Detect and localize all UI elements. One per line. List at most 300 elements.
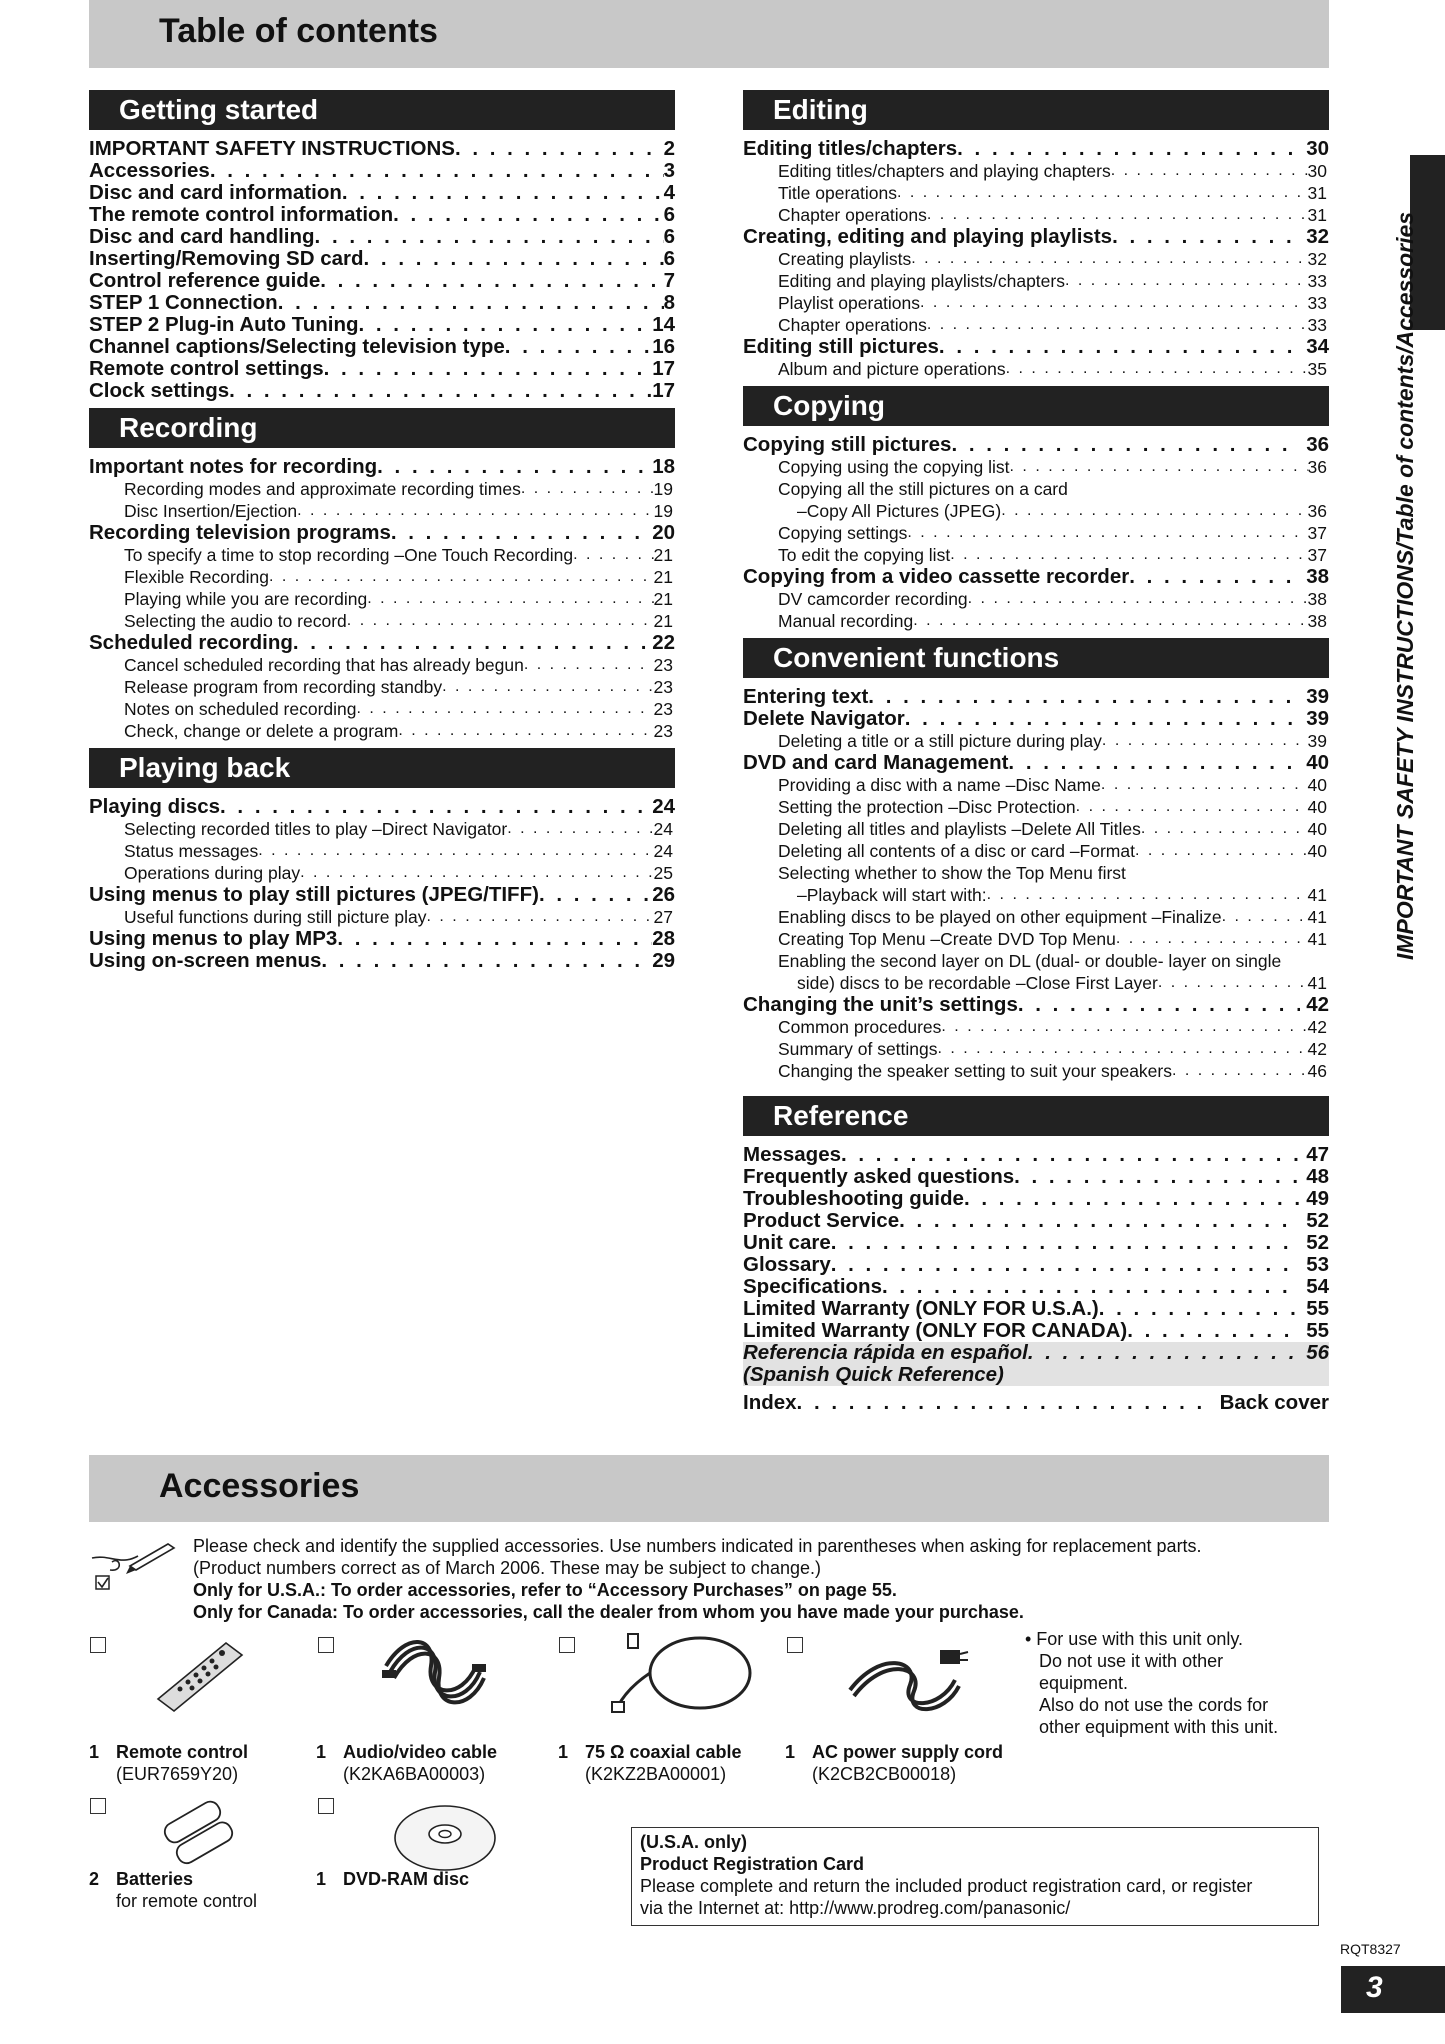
dot-leader bbox=[951, 434, 1300, 456]
entry-page: 35 bbox=[1307, 359, 1327, 379]
toc-entry[interactable] bbox=[89, 336, 675, 358]
toc-subentry[interactable] bbox=[743, 796, 1329, 818]
dot-leader bbox=[367, 588, 653, 610]
entry-page: 21 bbox=[653, 611, 673, 631]
toc-entry[interactable] bbox=[89, 928, 675, 950]
entry-page: 37 bbox=[1307, 545, 1327, 565]
toc-subentry[interactable] bbox=[89, 500, 675, 522]
entry-page: 20 bbox=[652, 521, 675, 544]
toc-entry[interactable] bbox=[89, 270, 675, 292]
spanish-subtitle: (Spanish Quick Reference) bbox=[743, 1363, 1004, 1386]
dot-leader bbox=[1008, 752, 1300, 774]
accessory-code: (EUR7659Y20) bbox=[116, 1764, 239, 1784]
toc-entry[interactable] bbox=[89, 248, 675, 270]
getting-started-list bbox=[89, 138, 675, 402]
entry-title: Disc and card information bbox=[89, 181, 342, 204]
toc-entry[interactable] bbox=[743, 1320, 1329, 1342]
toc-entry[interactable] bbox=[743, 994, 1329, 1016]
section-convenient-functions: Convenient functions bbox=[743, 638, 1329, 678]
entry-page: 19 bbox=[653, 479, 673, 499]
entry-page: 36 bbox=[1307, 501, 1327, 521]
toc-entry[interactable] bbox=[89, 884, 675, 906]
entry-title: Frequently asked questions bbox=[743, 1165, 1015, 1188]
batteries-checkbox[interactable] bbox=[90, 1798, 106, 1814]
entry-page: 24 bbox=[652, 795, 675, 818]
dot-leader bbox=[1111, 160, 1308, 182]
entry-title: Changing the unit’s settings bbox=[743, 993, 1018, 1016]
entry-page: 40 bbox=[1307, 819, 1327, 839]
entry-title: Creating Top Menu –Create DVD Top Menu bbox=[778, 929, 1116, 949]
entry-page: 6 bbox=[663, 203, 675, 226]
accessory-name: 75 Ω coaxial cable bbox=[585, 1742, 742, 1762]
dot-leader bbox=[968, 588, 1308, 610]
entry-page: 4 bbox=[663, 181, 675, 204]
entry-page: 40 bbox=[1307, 775, 1327, 795]
toc-entry[interactable] bbox=[89, 314, 675, 336]
toc-subentry[interactable] bbox=[743, 270, 1329, 292]
entry-page: 36 bbox=[1307, 457, 1327, 477]
dot-leader bbox=[913, 610, 1307, 632]
entry-title: Copying still pictures bbox=[743, 433, 952, 456]
convenient-list bbox=[743, 686, 1329, 1082]
toc-entry[interactable] bbox=[89, 380, 675, 402]
dvd-disc-icon bbox=[390, 1800, 500, 1875]
reference-list bbox=[743, 1144, 1329, 1342]
section-reference: Reference bbox=[743, 1096, 1329, 1136]
dot-leader bbox=[939, 336, 1300, 358]
section-copying: Copying bbox=[743, 386, 1329, 426]
toc-subentry[interactable] bbox=[743, 884, 1329, 906]
pen-checklist-icon bbox=[90, 1536, 180, 1592]
spanish-reference[interactable] bbox=[743, 1342, 1329, 1386]
entry-page: 37 bbox=[1307, 523, 1327, 543]
entry-page: 29 bbox=[652, 949, 675, 972]
toc-subentry[interactable] bbox=[743, 730, 1329, 752]
dot-leader bbox=[300, 862, 653, 884]
registration-region: (U.S.A. only) bbox=[640, 1832, 747, 1852]
entry-page: 18 bbox=[652, 455, 675, 478]
entry-page: 14 bbox=[652, 313, 675, 336]
copying-list bbox=[743, 434, 1329, 632]
entry-page: 40 bbox=[1306, 751, 1329, 774]
entry-page: 52 bbox=[1306, 1231, 1329, 1254]
registration-title: Product Registration Card bbox=[640, 1854, 865, 1874]
dot-leader bbox=[539, 884, 652, 906]
entry-title: Copying all the still pictures on a card bbox=[778, 479, 1068, 499]
toc-entry[interactable] bbox=[89, 522, 675, 544]
entry-title: Playing discs bbox=[89, 795, 221, 818]
entry-title: Using on-screen menus bbox=[89, 949, 322, 972]
toc-subentry[interactable] bbox=[743, 292, 1329, 314]
entry-title: Accessories bbox=[89, 159, 210, 182]
entry-title: Status messages bbox=[124, 841, 259, 861]
dot-leader bbox=[1099, 1298, 1300, 1320]
toc-subentry[interactable] bbox=[743, 456, 1329, 478]
section-editing: Editing bbox=[743, 90, 1329, 130]
entry-page: 39 bbox=[1306, 707, 1329, 730]
entry-page: 40 bbox=[1307, 841, 1327, 861]
toc-subentry[interactable] bbox=[89, 610, 675, 632]
entry-page: 30 bbox=[1307, 161, 1327, 181]
entry-title: Editing titles/chapters and playing chapters bbox=[778, 161, 1111, 181]
entry-title: –Playback will start with: bbox=[797, 885, 987, 905]
cord-usage-note bbox=[1025, 1628, 1278, 1738]
entry-title: Deleting a title or a still picture during play bbox=[778, 731, 1102, 751]
toc-entry[interactable] bbox=[89, 796, 675, 818]
entry-title: Common procedures bbox=[778, 1017, 942, 1037]
dot-leader bbox=[907, 522, 1307, 544]
toc-subentry[interactable] bbox=[89, 906, 675, 928]
dot-leader bbox=[1065, 270, 1308, 292]
entry-title: Limited Warranty (ONLY FOR U.S.A.) bbox=[743, 1297, 1099, 1320]
index-entry[interactable] bbox=[743, 1392, 1329, 1414]
section-recording: Recording bbox=[89, 408, 675, 448]
note-line: Also do not use the cords for bbox=[1039, 1695, 1269, 1715]
entry-title: Useful functions during still picture play bbox=[124, 907, 427, 927]
entry-page: 6 bbox=[663, 247, 675, 270]
dot-leader bbox=[347, 610, 654, 632]
entry-page: 6 bbox=[663, 225, 675, 248]
toc-entry[interactable] bbox=[89, 160, 675, 182]
accessory-name: AC power supply cord bbox=[812, 1742, 1004, 1762]
toc-entry[interactable] bbox=[743, 1298, 1329, 1320]
toc-subentry[interactable] bbox=[743, 544, 1329, 566]
entry-title: Disc and card handling bbox=[89, 225, 315, 248]
dot-leader bbox=[210, 160, 664, 182]
toc-subentry[interactable] bbox=[89, 544, 675, 566]
toc-subentry[interactable] bbox=[743, 818, 1329, 840]
dot-leader bbox=[364, 248, 664, 270]
entry-title: Editing titles/chapters bbox=[743, 137, 958, 160]
toc-subentry[interactable] bbox=[89, 840, 675, 862]
toc-subentry[interactable] bbox=[743, 358, 1329, 380]
dot-leader bbox=[920, 292, 1308, 314]
toc-entry[interactable] bbox=[743, 1188, 1329, 1210]
entry-page: 34 bbox=[1306, 335, 1329, 358]
spanish-page: 56 bbox=[1306, 1341, 1329, 1364]
model-code: RQT8327 bbox=[1340, 1941, 1401, 1957]
entry-title: Summary of settings bbox=[778, 1039, 938, 1059]
entry-page: 31 bbox=[1307, 205, 1327, 225]
dot-leader bbox=[293, 632, 652, 654]
entry-page: 16 bbox=[652, 335, 675, 358]
entry-page: 33 bbox=[1307, 271, 1327, 291]
toc-subentry[interactable] bbox=[89, 588, 675, 610]
dot-leader bbox=[427, 906, 654, 928]
dot-leader bbox=[1222, 906, 1308, 928]
entry-page: 49 bbox=[1306, 1187, 1329, 1210]
entry-title: Unit care bbox=[743, 1231, 831, 1254]
accessories-title: Accessories bbox=[159, 1467, 360, 1505]
toc-entry[interactable] bbox=[89, 950, 675, 972]
entry-title: Product Service bbox=[743, 1209, 900, 1232]
toc-entry[interactable] bbox=[89, 182, 675, 204]
registration-text: Please complete and return the included product registration card, or register bbox=[640, 1876, 1253, 1896]
entry-page: 36 bbox=[1306, 433, 1329, 456]
toc-entry[interactable] bbox=[743, 1232, 1329, 1254]
accessories-usa-note: Only for U.S.A.: To order accessories, refer to “Accessory Purchases” on page 55. bbox=[193, 1580, 897, 1600]
dot-leader bbox=[524, 654, 654, 676]
ac-cord-checkbox[interactable] bbox=[787, 1637, 803, 1653]
toc-entry[interactable] bbox=[743, 226, 1329, 248]
dot-leader bbox=[1141, 818, 1308, 840]
toc-subentry[interactable] bbox=[89, 654, 675, 676]
toc-subentry[interactable] bbox=[743, 588, 1329, 610]
entry-page: 52 bbox=[1306, 1209, 1329, 1232]
toc-subentry[interactable] bbox=[743, 204, 1329, 226]
accessory-name: DVD-RAM disc bbox=[343, 1869, 470, 1889]
remote-control-checkbox[interactable] bbox=[90, 1637, 106, 1653]
entry-title: Operations during play bbox=[124, 863, 301, 883]
entry-title: Scheduled recording bbox=[89, 631, 293, 654]
dot-leader bbox=[911, 248, 1307, 270]
entry-title: Cancel scheduled recording that has already begun bbox=[124, 655, 524, 675]
dot-leader bbox=[950, 544, 1307, 566]
dot-leader bbox=[359, 314, 653, 336]
toc-entry[interactable] bbox=[743, 752, 1329, 774]
entry-page: 3 bbox=[663, 159, 675, 182]
entry-page: 38 bbox=[1306, 565, 1329, 588]
dot-leader bbox=[337, 928, 652, 950]
entry-page: 30 bbox=[1306, 137, 1329, 160]
accessory-code: (K2CB2CB00018) bbox=[812, 1764, 957, 1784]
toc-subentry[interactable] bbox=[743, 774, 1329, 796]
dot-leader bbox=[1001, 500, 1307, 522]
toc-subentry[interactable] bbox=[743, 928, 1329, 950]
toc-subentry[interactable] bbox=[743, 478, 1329, 500]
toc-subentry[interactable] bbox=[743, 840, 1329, 862]
entry-page: 24 bbox=[653, 841, 673, 861]
index-title: Index bbox=[743, 1391, 797, 1414]
dot-leader bbox=[899, 1210, 1300, 1232]
dot-leader bbox=[442, 676, 653, 698]
entry-page: 23 bbox=[653, 655, 673, 675]
page-number: 3 bbox=[1341, 1966, 1445, 2013]
entry-title: Editing still pictures bbox=[743, 335, 939, 358]
accessories-line: (Product numbers correct as of March 2006. These may be subject to change.) bbox=[193, 1558, 821, 1578]
toc-subentry[interactable] bbox=[743, 314, 1329, 336]
toc-entry[interactable] bbox=[743, 1210, 1329, 1232]
registration-url[interactable]: via the Internet at: http://www.prodreg.com/panasonic/ bbox=[640, 1898, 1071, 1918]
toc-entry[interactable] bbox=[743, 138, 1329, 160]
entry-title: IMPORTANT SAFETY INSTRUCTIONS bbox=[89, 137, 455, 160]
entry-title: Chapter operations bbox=[778, 205, 927, 225]
entry-page: 41 bbox=[1307, 929, 1327, 949]
dot-leader bbox=[455, 138, 664, 160]
toc-subentry[interactable] bbox=[743, 972, 1329, 994]
entry-page: 41 bbox=[1307, 885, 1327, 905]
toc-subentry[interactable] bbox=[89, 676, 675, 698]
toc-title: Table of contents bbox=[159, 12, 438, 50]
dot-leader bbox=[393, 204, 663, 226]
toc-entry[interactable] bbox=[89, 456, 675, 478]
dot-leader bbox=[258, 840, 653, 862]
entry-title: STEP 1 Connection bbox=[89, 291, 278, 314]
toc-right-column bbox=[743, 86, 1329, 1414]
entry-title: Chapter operations bbox=[778, 315, 927, 335]
entry-page: 21 bbox=[653, 545, 673, 565]
entry-title: Playlist operations bbox=[778, 293, 921, 313]
dot-leader bbox=[905, 708, 1300, 730]
toc-entry[interactable] bbox=[89, 358, 675, 380]
entry-title: Selecting whether to show the Top Menu first bbox=[778, 863, 1126, 883]
entry-title: Album and picture operations bbox=[778, 359, 1006, 379]
entry-page: 54 bbox=[1306, 1275, 1329, 1298]
product-registration-box bbox=[631, 1827, 1319, 1926]
entry-page: 25 bbox=[653, 863, 673, 883]
entry-title: Limited Warranty (ONLY FOR CANADA) bbox=[743, 1319, 1128, 1342]
entry-title: Creating, editing and playing playlists bbox=[743, 225, 1113, 248]
toc-subentry[interactable] bbox=[743, 862, 1329, 884]
dot-leader bbox=[882, 1276, 1300, 1298]
entry-page: 53 bbox=[1306, 1253, 1329, 1276]
toc-entry[interactable] bbox=[89, 292, 675, 314]
toc-subentry[interactable] bbox=[743, 1016, 1329, 1038]
coaxial-cable-icon bbox=[610, 1628, 760, 1718]
toc-entry[interactable] bbox=[89, 226, 675, 248]
entry-page: 17 bbox=[652, 379, 675, 402]
entry-page: 26 bbox=[652, 883, 675, 906]
toc-entry[interactable] bbox=[89, 632, 675, 654]
toc-entry[interactable] bbox=[89, 138, 675, 160]
entry-title: Providing a disc with a name –Disc Name bbox=[778, 775, 1101, 795]
accessory-code: (K2KZ2BA00001) bbox=[585, 1764, 727, 1784]
entry-title: To edit the copying list bbox=[778, 545, 951, 565]
entry-page: 32 bbox=[1306, 225, 1329, 248]
toc-subentry[interactable] bbox=[89, 818, 675, 840]
entry-title: Creating playlists bbox=[778, 249, 912, 269]
toc-subentry[interactable] bbox=[743, 1060, 1329, 1082]
toc-subentry[interactable] bbox=[89, 720, 675, 742]
entry-title: Control reference guide bbox=[89, 269, 321, 292]
toc-entry[interactable] bbox=[743, 1166, 1329, 1188]
dot-leader bbox=[1006, 358, 1308, 380]
toc-subentry[interactable] bbox=[743, 610, 1329, 632]
dot-leader bbox=[964, 1188, 1300, 1210]
dvd-ram-checkbox[interactable] bbox=[318, 1798, 334, 1814]
entry-title: Remote control settings bbox=[89, 357, 324, 380]
dot-leader bbox=[1010, 456, 1308, 478]
entry-title: DV camcorder recording bbox=[778, 589, 968, 609]
dot-leader bbox=[868, 686, 1300, 708]
accessory-code: for remote control bbox=[116, 1891, 258, 1911]
toc-entry[interactable] bbox=[743, 434, 1329, 456]
entry-page: 41 bbox=[1307, 907, 1327, 927]
toc-subentry[interactable] bbox=[743, 1038, 1329, 1060]
toc-subentry[interactable] bbox=[743, 950, 1329, 972]
toc-subentry[interactable] bbox=[89, 566, 675, 588]
dot-leader bbox=[220, 796, 652, 818]
dot-leader bbox=[297, 500, 653, 522]
entry-title: The remote control information bbox=[89, 203, 394, 226]
entry-page: 23 bbox=[653, 721, 673, 741]
accessories-canada-note: Only for Canada: To order accessories, call the dealer from whom you have made your purchase. bbox=[193, 1602, 1024, 1622]
dot-leader bbox=[1014, 1166, 1300, 1188]
entry-page: 33 bbox=[1307, 293, 1327, 313]
toc-subentry[interactable] bbox=[743, 182, 1329, 204]
dot-leader bbox=[1018, 994, 1300, 1016]
entry-page: 55 bbox=[1306, 1297, 1329, 1320]
dot-leader bbox=[324, 358, 653, 380]
toc-subentry[interactable] bbox=[89, 478, 675, 500]
toc-entry[interactable] bbox=[743, 686, 1329, 708]
editing-list bbox=[743, 138, 1329, 380]
entry-page: 33 bbox=[1307, 315, 1327, 335]
playing-back-list bbox=[89, 796, 675, 972]
toc-entry[interactable] bbox=[743, 708, 1329, 730]
recording-list bbox=[89, 456, 675, 742]
entry-page: 55 bbox=[1306, 1319, 1329, 1342]
entry-page: 8 bbox=[663, 291, 675, 314]
batteries-icon bbox=[150, 1800, 250, 1870]
entry-page: 7 bbox=[663, 269, 675, 292]
entry-title: Enabling discs to be played on other equipment –Finalize bbox=[778, 907, 1222, 927]
dot-leader bbox=[927, 314, 1308, 336]
dot-leader bbox=[831, 1232, 1300, 1254]
toc-subentry[interactable] bbox=[743, 248, 1329, 270]
dot-leader bbox=[957, 138, 1300, 160]
entry-title: Selecting recorded titles to play –Direct Navigator bbox=[124, 819, 508, 839]
accessories-line: Please check and identify the supplied accessories. Use numbers indicated in parentheses when asking for replacement parts. bbox=[193, 1536, 1202, 1556]
entry-title: To specify a time to stop recording –One Touch Recording bbox=[124, 545, 574, 565]
entry-page: 38 bbox=[1307, 611, 1327, 631]
entry-page: 28 bbox=[652, 927, 675, 950]
dot-leader bbox=[398, 720, 653, 742]
dot-leader bbox=[278, 292, 664, 314]
toc-subentry[interactable] bbox=[743, 500, 1329, 522]
section-playing-back: Playing back bbox=[89, 748, 675, 788]
toc-entry[interactable] bbox=[743, 566, 1329, 588]
coaxial-cable-checkbox[interactable] bbox=[559, 1637, 575, 1653]
entry-page: 40 bbox=[1307, 797, 1327, 817]
entry-title: Using menus to play MP3 bbox=[89, 927, 338, 950]
entry-page: 39 bbox=[1306, 685, 1329, 708]
dot-leader bbox=[229, 380, 652, 402]
note-line: other equipment with this unit. bbox=[1039, 1717, 1279, 1737]
entry-title: Recording modes and approximate recording times bbox=[124, 479, 521, 499]
index-page: Back cover bbox=[1219, 1391, 1329, 1414]
dot-leader bbox=[831, 1254, 1300, 1276]
toc-subentry[interactable] bbox=[89, 698, 675, 720]
toc-entry[interactable] bbox=[743, 1276, 1329, 1298]
toc-subentry[interactable] bbox=[89, 862, 675, 884]
toc-subentry[interactable] bbox=[743, 160, 1329, 182]
entry-title: Copying settings bbox=[778, 523, 908, 543]
dot-leader bbox=[1129, 566, 1300, 588]
entry-page: 39 bbox=[1307, 731, 1327, 751]
entry-page: 19 bbox=[653, 501, 673, 521]
toc-entry[interactable] bbox=[743, 336, 1329, 358]
toc-entry[interactable] bbox=[89, 204, 675, 226]
entry-title: –Copy All Pictures (JPEG) bbox=[797, 501, 1002, 521]
entry-page: 24 bbox=[653, 819, 673, 839]
toc-subentry[interactable] bbox=[743, 522, 1329, 544]
entry-page: 42 bbox=[1306, 993, 1329, 1016]
dot-leader bbox=[1172, 1060, 1308, 1082]
accessories-header-band bbox=[89, 1455, 1329, 1522]
entry-title: STEP 2 Plug-in Auto Tuning bbox=[89, 313, 359, 336]
remote-control-icon bbox=[150, 1637, 250, 1717]
dot-leader bbox=[573, 544, 653, 566]
dot-leader bbox=[1116, 928, 1308, 950]
dot-leader bbox=[342, 182, 664, 204]
toc-entry[interactable] bbox=[743, 1254, 1329, 1276]
accessory-name: Batteries bbox=[116, 1869, 194, 1889]
toc-subentry[interactable] bbox=[743, 906, 1329, 928]
ac-power-cord-icon bbox=[840, 1630, 970, 1720]
av-cable-checkbox[interactable] bbox=[318, 1637, 334, 1653]
toc-entry[interactable] bbox=[743, 1144, 1329, 1166]
